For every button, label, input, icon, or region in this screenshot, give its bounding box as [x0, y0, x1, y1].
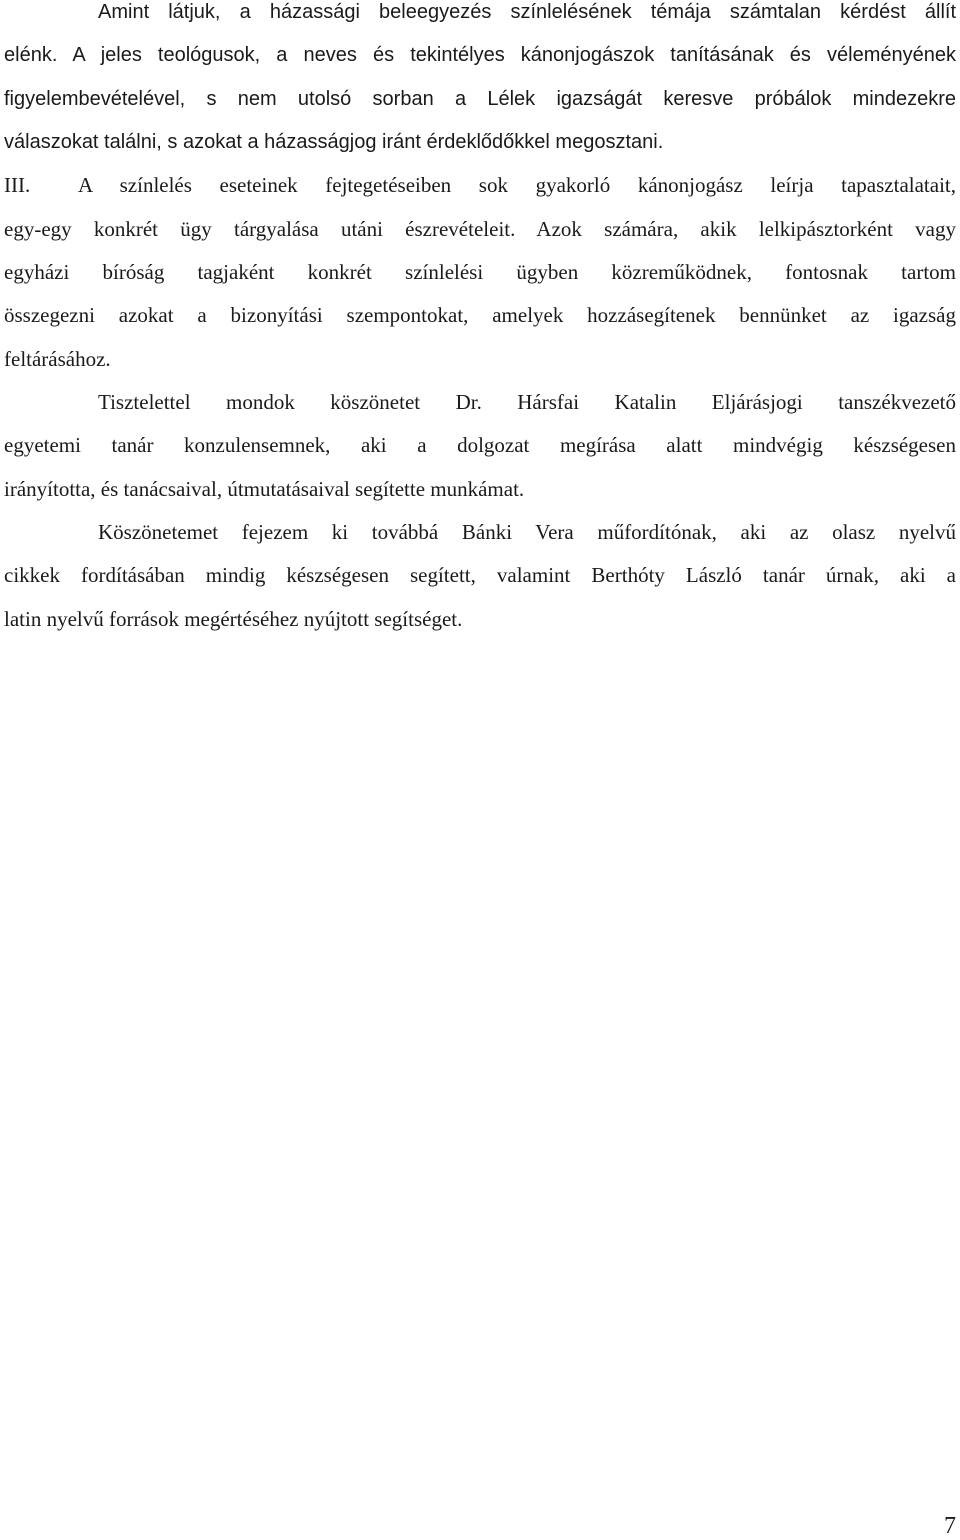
section-3-line-2: egy-egy konkrét ügy tárgyalása utáni észrevételeit. Azok számára, akik lelkipásztorként vagy [4, 217, 956, 241]
section-3-line-5: feltárásához. [4, 347, 111, 371]
section-3-first-line-text: A színlelés eseteinek fejtegetéseiben sok gyakorló kánonjogász leírja tapasztalatait, [78, 173, 956, 197]
thanks-2-line-1: Köszönetemet fejezem ki továbbá Bánki Vera műfordítónak, aki az olasz nyelvű [98, 520, 956, 544]
thanks-1-line-2: egyetemi tanár konzulensemnek, aki a dolgozat megírása alatt mindvégig készségesen [4, 433, 956, 457]
thanks-2-line-3: latin nyelvű források megértéséhez nyújtott segítséget. [4, 607, 463, 631]
thanks-1-line-1: Tisztelettel mondok köszönetet Dr. Hársfai Katalin Eljárásjogi tanszékvezető [98, 390, 956, 414]
page-number: 7 [944, 1513, 956, 1539]
paragraph-1-line-1: Amint látjuk, a házassági beleegyezés színlelésének témája számtalan kérdést állít [98, 1, 956, 23]
paragraph-1-line-2: elénk. A jeles teológusok, a neves és tekintélyes kánonjogászok tanításának és véleményének [4, 44, 956, 66]
section-3-numeral: III. [4, 173, 31, 197]
thanks-1-line-3: irányította, és tanácsaival, útmutatásaival segítette munkámat. [4, 477, 525, 501]
section-3-first-line [4, 173, 956, 197]
section-3-line-4: összegezni azokat a bizonyítási szempontokat, amelyek hozzásegítenek bennünket az igazság [4, 303, 956, 327]
thanks-2-line-2: cikkek fordításában mindig készségesen segített, valamint Berthóty László tanár úrnak, aki a [4, 563, 956, 587]
paragraph-1-line-3: figyelembevételével, s nem utolsó sorban a Lélek igazságát keresve próbálok mindezekre [4, 88, 956, 110]
section-3-line-3: egyházi bíróság tagjaként konkrét színlelési ügyben közreműködnek, fontosnak tartom [4, 260, 956, 284]
paragraph-1-line-4: válaszokat találni, s azokat a házasságjog iránt érdeklődőkkel megosztani. [4, 131, 664, 153]
